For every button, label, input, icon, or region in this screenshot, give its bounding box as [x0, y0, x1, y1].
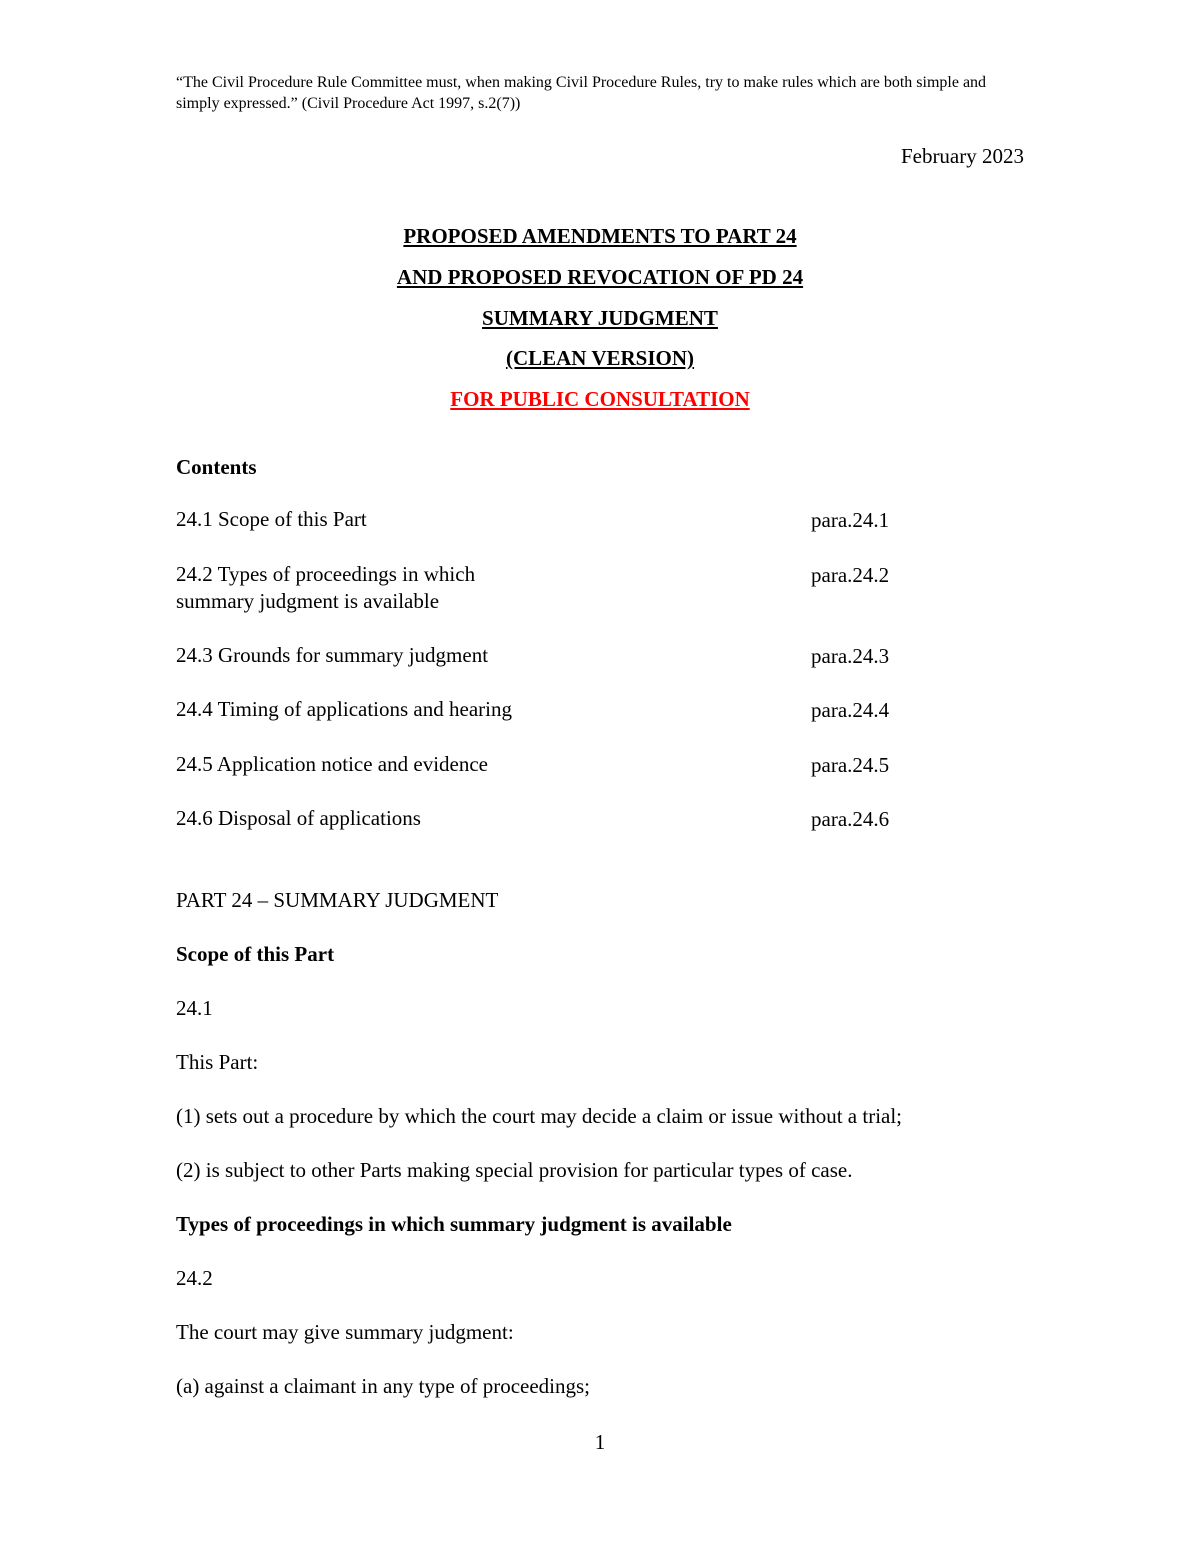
title-line-1: PROPOSED AMENDMENTS TO PART 24 — [403, 224, 797, 248]
title-line-3: SUMMARY JUDGMENT — [482, 306, 718, 330]
toc-item-para: para.24.6 — [811, 807, 890, 831]
toc-item-label: 24.5 Application notice and evidence — [176, 752, 488, 776]
title-line-2: AND PROPOSED REVOCATION OF PD 24 — [396, 265, 804, 289]
rule-number-24-1: 24.1 — [176, 996, 213, 1020]
part-heading: PART 24 – SUMMARY JUDGMENT — [176, 888, 499, 912]
list-item-a: (a) against a claimant in any type of proceedings; — [176, 1374, 591, 1398]
epigraph-quote: “The Civil Procedure Rule Committee must, when making Civil Procedure Rules, try to make rules which are both simple and simply expressed.” (Civil Procedure Act 1997, s.2(7)) — [176, 74, 987, 112]
toc-item-label: 24.2 Types of proceedings in which summary judgment is available — [176, 562, 476, 613]
toc-item-label: 24.3 Grounds for summary judgment — [176, 643, 489, 667]
toc-item-para: para.24.5 — [811, 753, 890, 777]
title-line-4: (CLEAN VERSION) — [505, 346, 695, 370]
toc-item-para: para.24.1 — [811, 508, 890, 532]
list-item-2: (2) is subject to other Parts making special provision for particular types of case. — [176, 1158, 853, 1182]
toc-item-label: 24.4 Timing of applications and hearing — [176, 697, 512, 721]
rule-number-24-2: 24.2 — [176, 1266, 213, 1290]
toc-item-label: 24.6 Disposal of applications — [176, 806, 421, 830]
toc-item-para: para.24.3 — [811, 644, 890, 668]
document-date: February 2023 — [900, 144, 1024, 168]
toc-item-para: para.24.4 — [811, 698, 890, 722]
paragraph-court-may: The court may give summary judgment: — [176, 1320, 514, 1344]
toc-item-label: 24.1 Scope of this Part — [176, 507, 367, 531]
contents-heading: Contents — [176, 455, 257, 479]
section-heading-scope: Scope of this Part — [176, 942, 335, 966]
consultation-notice: FOR PUBLIC CONSULTATION — [450, 387, 750, 411]
page-number: 1 — [594, 1430, 606, 1454]
list-item-1: (1) sets out a procedure by which the court may decide a claim or issue without a trial; — [176, 1104, 903, 1128]
paragraph-this-part: This Part: — [176, 1050, 259, 1074]
section-heading-types: Types of proceedings in which summary judgment is available — [176, 1212, 732, 1236]
toc-item-para: para.24.2 — [811, 563, 890, 587]
